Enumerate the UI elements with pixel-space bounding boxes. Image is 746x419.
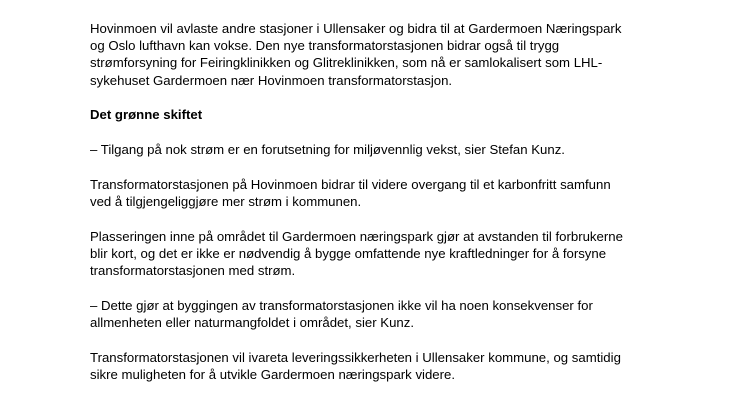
paragraph-gap (90, 158, 690, 176)
text-line: blir kort, og det er ikke er nødvendig å bygge omfattende nye kraftledninger for å forsyne (90, 246, 607, 262)
text-line: ved å tilgjengeliggjøre mer strøm i kommunen. (90, 194, 362, 210)
paragraph-gap (90, 124, 690, 142)
text-line: – Dette gjør at byggingen av transformatorstasjonen ikke vil ha noen konsekvenser for (90, 298, 593, 314)
text-line: Transformatorstasjonen vil ivareta leveringssikkerheten i Ullensaker kommune, og samtidig (90, 350, 621, 366)
body-paragraph (90, 349, 690, 383)
text-line: Plasseringen inne på området til Gardermoen næringspark gjør at avstanden til forbrukerne (90, 229, 623, 244)
section-heading: Det grønne skiftet (90, 107, 203, 123)
text-line: og Oslo lufthavn kan vokse. Den nye transformatorstasjonen bidrar også til trygg (90, 38, 560, 54)
text-line: sikre muligheten for å utvikle Gardermoen næringspark videre. (90, 367, 456, 383)
text-line: Hovinmoen vil avlaste andre stasjoner i Ullensaker og bidra til at Gardermoen Næringspark (90, 21, 622, 36)
text-line: transformatorstasjonen med strøm. (90, 263, 296, 279)
document-page (90, 20, 690, 384)
text-line: strømforsyning for Feiringklinikken og Glitreklinikken, som nå er samlokalisert som LHL- (90, 55, 603, 71)
quote-paragraph (90, 297, 690, 331)
paragraph-gap (90, 89, 690, 107)
text-line: sykehuset Gardermoen nær Hovinmoen transformatorstasjon. (90, 72, 453, 88)
body-paragraph (90, 228, 690, 280)
quote-paragraph (90, 141, 690, 158)
intro-paragraph (90, 20, 690, 89)
text-line: – Tilgang på nok strøm er en forutsetning for miljøvennlig vekst, sier Stefan Kunz. (90, 142, 565, 158)
text-line: Transformatorstasjonen på Hovinmoen bidrar til videre overgang til et karbonfritt samfunn (90, 177, 611, 192)
text-line: allmenheten eller naturmangfoldet i området, sier Kunz. (90, 315, 415, 331)
body-paragraph (90, 176, 690, 210)
paragraph-gap (90, 332, 690, 350)
paragraph-gap (90, 280, 690, 298)
paragraph-gap (90, 210, 690, 228)
